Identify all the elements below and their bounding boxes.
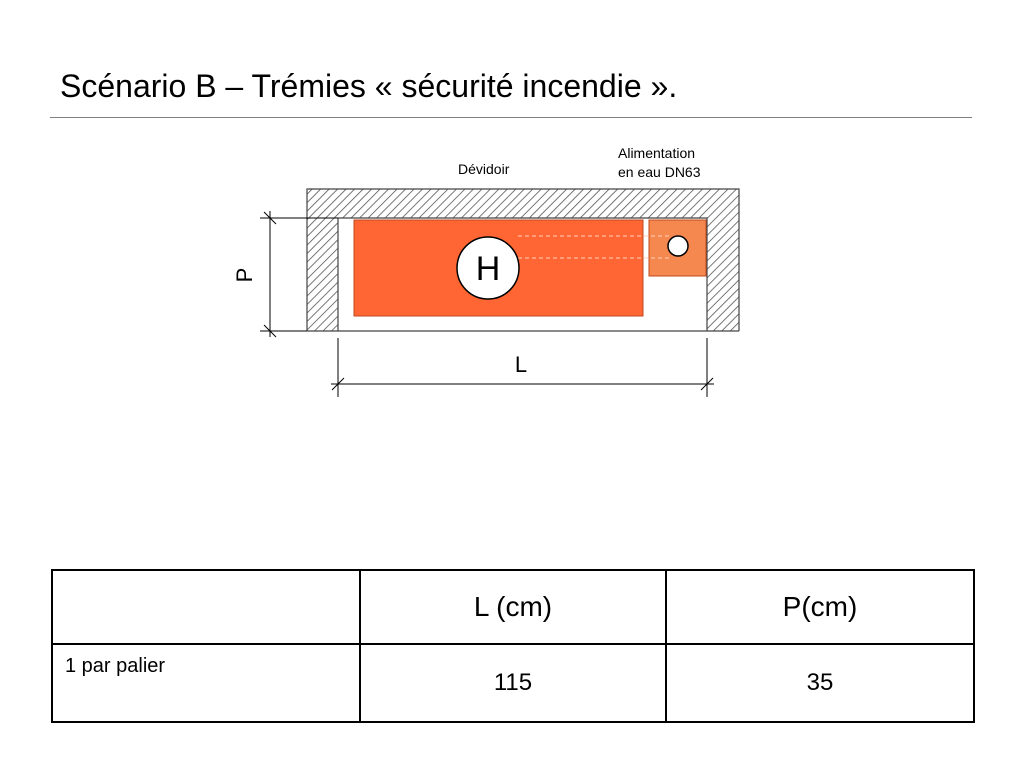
label-alimentation-line1: Alimentation [618,145,696,161]
table-header-cell: P(cm) [666,570,974,644]
table-cell-l: 115 [360,644,666,722]
table-header-row [52,570,974,644]
label-devidoir: Dévidoir [458,161,510,177]
dimensions-table [51,569,975,723]
table-cell-p: 35 [666,644,974,722]
label-p: P [232,267,257,283]
slide-title: Scénario B – Trémies « sécurité incendie ». [60,68,678,104]
table-header-cell: L (cm) [360,570,666,644]
water-supply-pipe-circle [668,236,688,256]
label-l: L [514,352,528,377]
hose-reel-letter: H [475,250,501,288]
table-row [52,644,974,722]
table-row-label: 1 par palier [52,644,360,722]
label-alimentation-line2: en eau DN63 [618,164,701,180]
table-header-cell [52,570,360,644]
